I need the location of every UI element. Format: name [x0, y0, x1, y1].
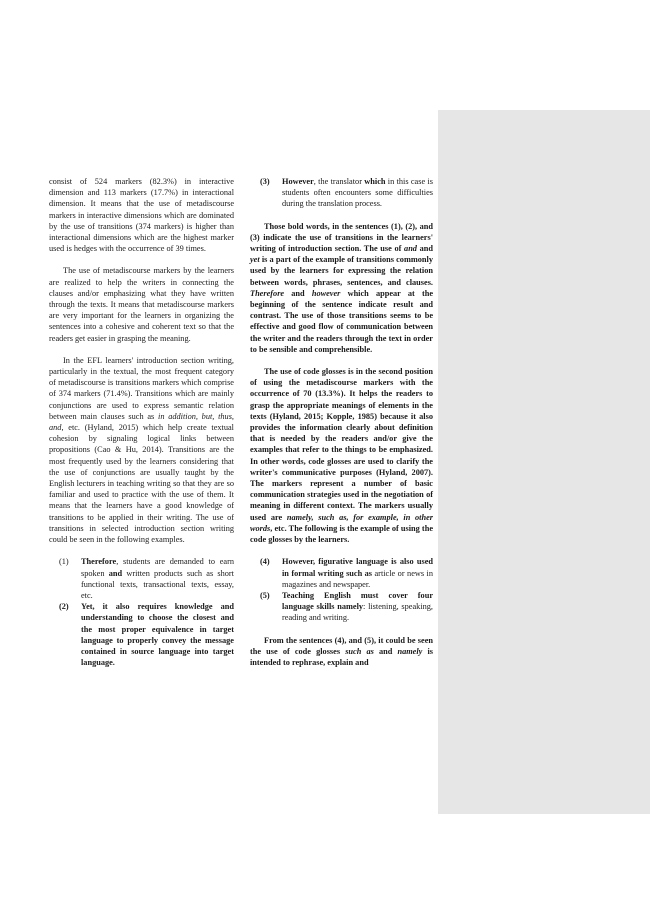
example-2-bold-and-2: and — [220, 613, 234, 623]
example-3-bold-word: However — [282, 177, 314, 186]
example-2-text-b: understanding to choose the closest — [81, 613, 221, 623]
paragraph-4-italic-yet: yet — [250, 255, 260, 265]
example-3-text-b: in this case is students often encounters some difficulties during the translation process. — [282, 177, 433, 209]
paragraph-3-italic: in addition, but, thus, and — [49, 411, 234, 433]
example-3-number: (3) — [260, 177, 270, 186]
paragraph-6-text-a: From the sentences (4), and (5), it could be seen the use of code glosses — [250, 635, 433, 656]
paragraph-6-text-c: is intended to rephrase, explain and — [250, 646, 434, 667]
example-5-text — [282, 590, 433, 624]
paragraph-6 — [250, 635, 433, 669]
example-1-text — [81, 556, 234, 601]
example-4-text — [282, 556, 433, 590]
example-3 — [260, 176, 433, 210]
comment-margin-panel — [438, 110, 650, 814]
example-1-text-b: written products such as short functional texts, transactional texts, essay, etc. — [81, 568, 234, 600]
example-1-text-a: , students are demanded to earn spoken — [81, 557, 234, 578]
example-4 — [260, 556, 433, 590]
paragraph-5-italic: namely, such as, for example, in other words — [250, 512, 434, 533]
paragraph-6-text-b: and — [373, 646, 398, 656]
paragraph-4-text-a: Those bold words, in the sentences (1), (2), and (3) indicate the use of transitions in the learners' writing of introduction section. The use of — [250, 221, 433, 254]
example-1-bold-word: Therefore — [81, 557, 117, 567]
paragraph-5-text-a: The use of code glosses is in the second position of using the metadiscourse markers with the occurrence of 70 (13.3%). It helps the readers to grasp the appropriate meanings of elements in the texts (Hyland, 2015; Kopple, 1985) because it also provides the information clearly about definition that is needed by the readers and/or give the examples that refer to the things to be emphasized. In other words, code glosses are used to clarify the writer's communicative purposes (Hyland, 2007). The markers represent a number of basic communication strategies used in the negotiation of meaning in different context. The markers usually used are — [250, 367, 433, 522]
paragraph-3 — [49, 355, 234, 545]
paragraph-4-italic-however: however — [311, 288, 341, 298]
example-5-text-b: : listening, speaking, reading and writing. — [282, 602, 433, 623]
example-2-bold-and-1: and — [220, 602, 234, 612]
example-5-number: (5) — [260, 590, 270, 600]
example-4-number: (4) — [260, 557, 270, 567]
example-4-text-b: article or news in magazines and newspaper. — [282, 568, 434, 589]
paragraph-3-text-a: In the EFL learners' introduction section writing, particularly in the textual, the most frequent category of metadiscourse is transitions markers which comprise of 374 markers (71.4%). Transitions which are mainly conjunctions are used to express semantic relation between main clauses such as — [49, 355, 234, 421]
paragraph-4-italic-and: and — [404, 244, 417, 254]
example-5-text-a: Teaching English must cover four language skills — [282, 590, 433, 612]
example-2-bold-word: Yet — [81, 602, 93, 612]
example-2-text-a: , it also requires knowledge — [92, 602, 221, 612]
paragraph-4-text-d: and — [284, 288, 312, 298]
paragraph-6-italic-such-as: such as — [345, 646, 374, 656]
right-column — [250, 176, 433, 668]
paragraph-4 — [250, 221, 433, 355]
paragraph-5 — [250, 366, 433, 545]
example-1 — [59, 556, 234, 601]
paragraph-4-text-c: is a part of the example of transitions commonly used by the learners for expressing the relation between words, phrases, sentences, and clauses. — [250, 255, 433, 287]
paragraph-1: consist of 524 markers (82.3%) in interactive dimension and 113 markers (17.7%) in interactional dimension. It means that the use of metadiscourse markers in interactive dimensions which are dominated by the use of transitions (374 markers) is higher than interactional dimensions which are the highest marker used is hedges with the occurrence of 39 times. — [49, 177, 234, 254]
example-2-text-c: the most proper equivalence in target language to properly convey the message contained in source language into target language. — [81, 624, 234, 668]
example-1-bold-and: and — [108, 568, 123, 578]
left-column — [49, 176, 234, 668]
example-3-text-a: , the translator — [313, 177, 365, 186]
example-1-number: (1) — [59, 557, 69, 567]
paragraph-5-text-b: , etc. The following is the example of using the code glosses by the learners. — [250, 523, 433, 545]
example-2-text — [81, 601, 234, 668]
example-5 — [260, 590, 433, 624]
example-4-bold-such-as: such as — [346, 568, 373, 578]
example-3-bold-which: which — [364, 177, 386, 186]
paragraph-6-italic-namely: namely — [397, 646, 423, 656]
paragraph-4-italic-therefore: Therefore — [250, 288, 285, 298]
paragraph-4-text-e: which appear at the beginning of the sentence indicate result and contrast. The use of those transitions seems to be effective and good flow of communication between the writer and the readers through the text in order to be sensible and comprehensible. — [250, 288, 433, 354]
paragraph-2: The use of metadiscourse markers by the learners are realized to help the writers in connecting the clauses and/or emphasizing what they have written through the texts. It means that metadiscourse markers are very important for the learners in organizing the sentences into a cohesive and coherent text so that the readers get easier in grasping the meaning. — [49, 266, 234, 343]
example-2-number: (2) — [59, 602, 69, 612]
example-5-bold-namely: namely — [337, 602, 364, 612]
example-3-text — [282, 176, 433, 210]
paragraph-3-text-b: , etc. (Hyland, 2015) which help create textual cohesion by signaling logical links between propositions (Cao & Hu, 2014). Transitions are the most frequently used by the learners considering that the use of conjunctions are usually taught by the English lecturers in teaching writing so that they are so familiar and used to practice with the use of them. It means that the learners have a good knowledge of transitions to be applied in their writing. The use of transitions in selected introduction section writing could be seen in the following examples. — [49, 423, 234, 545]
example-2 — [59, 601, 234, 668]
paragraph-4-text-b: and — [416, 244, 434, 254]
example-4-text-a: However, figurative language is also used in formal writing — [282, 557, 433, 578]
